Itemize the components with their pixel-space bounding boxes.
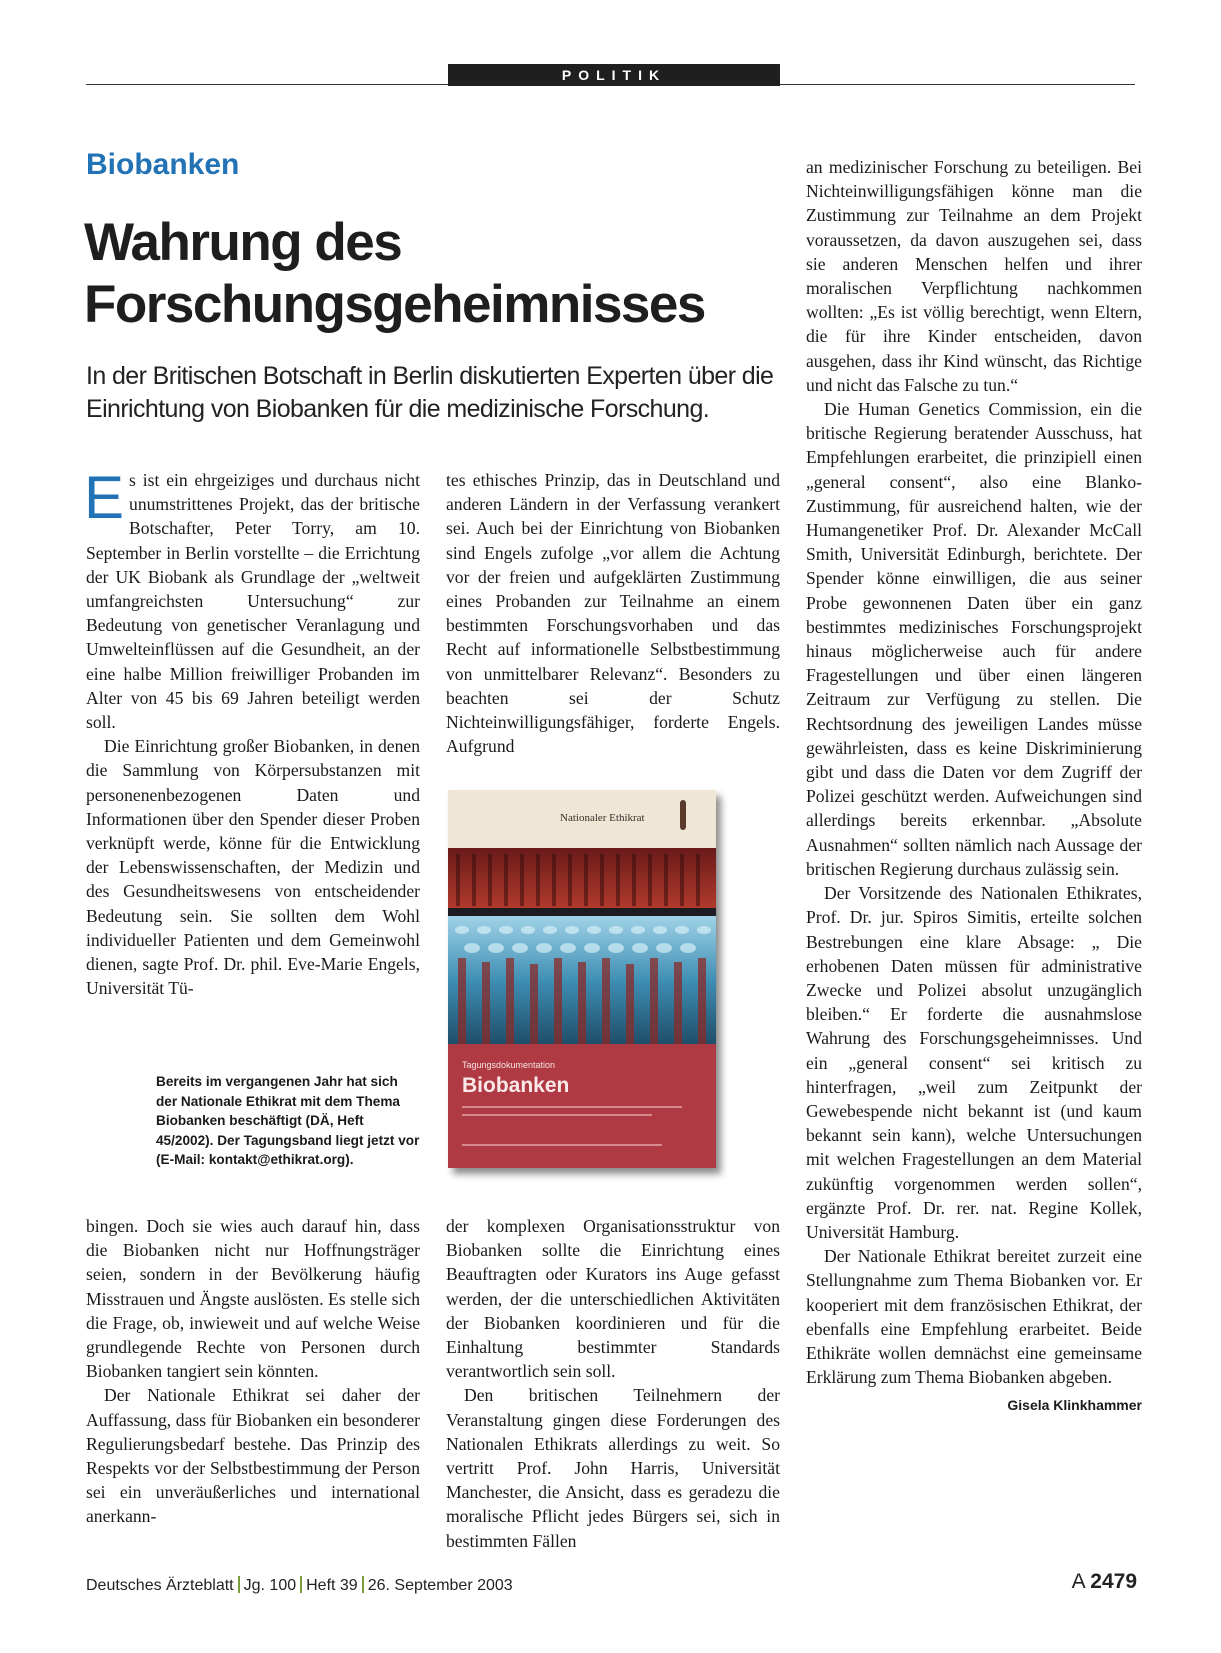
article-deck: In der Britischen Botschaft in Berlin diskutierten Experten über die Einrichtung von Biobanken für die medizinische Forschung. xyxy=(86,362,774,423)
paragraph: Die Human Genetics Commission, ein die britische Regierung beratender Ausschuss, hat Empfehlungen erarbeitet, die prinzipiell einen „general consent“, also eine Blanko-Zustimmung, für ausreichend halten, wie der Humangenetiker Prof. Dr. Alexander McCall Smith, Universität Edinburgh, berichtete. Der Spender könne einwilligen, die aus seiner Probe gewonnenen Daten über ein ganz bestimmtes medizinisches Forschungsprojekt hinaus möglicherweise auch für andere Fragestellungen und über einen längeren Zeitraum zur Verfügung zu stellen. Die Rechtsordnung des jeweiligen Landes müsse gewährleisten, dass es keine Diskriminierung gibt und dass die Daten vor dem Zugriff der Polizei geschützt werden. Aufweichungen sind allerdings bereits erkennbar. „Absolute Ausnahmen“ sollten nämlich nach Aussage der britischen Regierung durchaus zulässig sein. xyxy=(806,399,1142,879)
headline-line-1: Wahrung des xyxy=(84,213,402,272)
paragraph: an medizinischer Forschung zu beteiligen. Bei Nichteinwilligungsfähigen könne man die Zustimmung zur Teilnahme an dem Projekt voraussetzen, da davon auszugehen sei, dass sie anderen Menschen helfen und ihrer moralischen Verpflichtung nachkommen wollten: „Es ist völlig berechtigt, wenn Eltern, die für ihre Kinder entscheiden, davon ausgehen, dass ihr Kind wünscht, das Richtige und nicht das Falsche zu tun.“ xyxy=(806,157,1142,395)
page-number xyxy=(1072,1570,1137,1594)
footer-separator xyxy=(300,1576,302,1593)
book-title: Biobanken xyxy=(462,1074,570,1097)
paragraph: tes ethisches Prinzip, das in Deutschland und anderen Ländern in der Verfassung verankert sei. Auch bei der Einrichtung von Biobanken sind Engels zufolge „vor allem die Achtung vor der freien und aufgeklärten Zustimmung eines Probanden zur Teilnahme an einem bestimmten Forschungsvorhaben und das Recht auf informationelle Selbstbestimmung von unmittelbarer Relevanz“. Besonders zu beachten sei der Schutz Nichteinwilligungsfähiger, forderte Engels. Aufgrund xyxy=(446,470,780,757)
paragraph: bingen. Doch sie wies auch darauf hin, dass die Biobanken nicht nur Hoffnungsträger seien, sondern in der Bevölkerung häufig Misstrauen und Ängste auslösten. Es stelle sich die Frage, ob, inwieweit und auf welche Weise grundlegende Rechte von Personen durch Biobanken tangiert sein könnten. xyxy=(86,1216,420,1382)
column-1-top xyxy=(84,464,420,1000)
column-2-bottom xyxy=(446,1214,780,1553)
page-number-value: 2479 xyxy=(1090,1570,1137,1593)
column-2-top xyxy=(446,468,780,758)
page-footer xyxy=(86,1576,513,1595)
paragraph-text: Der Nationale Ethikrat bereitet zurzeit eine Stellungnahme zum Thema Biobanken vor. Er kooperiert mit dem französischen Ethikrat, der ebenfalls eine Empfehlung erarbeitet. Beide Ethikräte wollen demnächst eine gemeinsame Erklärung zum Thema Biobanken abgeben. xyxy=(806,1246,1142,1388)
section-label: POLITIK xyxy=(448,64,780,86)
image-caption: Bereits im vergangenen Jahr hat sich der Nationale Ethikrat mit dem Thema Biobanken beschäftigt (DÄ, Heft 45/2002). Der Tagungsband liegt jetzt vor (E-Mail: kontakt@ethikrat.org). xyxy=(156,1074,420,1168)
footer-separator xyxy=(238,1576,240,1593)
paragraph: der komplexen Organisationsstruktur von Biobanken sollte die Einrichtung eines Beauftragten oder Kurators ins Auge gefasst werden, der die unterschiedlichen Aktivitäten der Biobanken koordinieren und für die Einhaltung bestimmter Standards verantwortlich sein soll. xyxy=(446,1216,780,1382)
paragraph xyxy=(806,1244,1142,1414)
book-cover-line xyxy=(462,1106,682,1108)
book-cover-line xyxy=(462,1114,652,1116)
book-cover-image xyxy=(448,790,716,1168)
article-kicker: Biobanken xyxy=(86,148,240,181)
column-1-bottom xyxy=(86,1214,420,1529)
issue-date: 26. September 2003 xyxy=(367,1577,513,1594)
book-cover-footer xyxy=(448,1044,716,1168)
journal-name: Deutsches Ärzteblatt xyxy=(86,1577,234,1594)
paragraph-text: s ist ein ehrgeiziges und durchaus nicht unumstrittenes Projekt, das der britische Botschafter, Peter Torry, am 10. September in Berlin vorstellte – die Errichtung der UK Biobank als Grundlage der „weltweit umfangreichsten Untersuchung“ zur Bedeutung von genetischer Veranlagung und Umwelteinflüssen auf die Gesundheit, an der eine halbe Million freiwilliger Probanden im Alter von 45 bis 69 Jahren beteiligt werden soll. xyxy=(86,470,420,733)
test-tubes-photo xyxy=(448,848,716,1044)
article-headline xyxy=(84,212,764,336)
book-emblem-icon xyxy=(680,800,686,830)
journal-issue: Heft 39 xyxy=(306,1577,358,1594)
footer-separator xyxy=(362,1576,364,1593)
paragraph: Der Vorsitzende des Nationalen Ethikrates, Prof. Dr. jur. Spiros Simitis, erteilte solchen Bestrebungen eine klare Absage: „ Die erhobenen Daten müssen für administrative Zwecke und Polizei absolut unzugänglich bleiben.“ Er forderte die ausnahmslose Wahrung des Forschungsgeheimnisses. Und ein „general consent“ sei kritisch zu hinterfragen, „weil zum Zeitpunkt der Gewebespende nicht bekannt ist (und kaum bekannt sein kann), welche Untersuchungen mit welchen Fragestellungen an dem Material zukünftig vorgenommen werden sollen“, ergänzte Prof. Dr. rer. nat. Regine Kollek, Universität Hamburg. xyxy=(806,883,1142,1242)
drop-cap: E xyxy=(84,464,125,531)
author-byline: Gisela Klinkhammer xyxy=(1007,1397,1142,1414)
journal-volume: Jg. 100 xyxy=(243,1577,297,1594)
book-subtitle: Tagungsdokumentation xyxy=(462,1060,556,1070)
page-prefix: A xyxy=(1071,1570,1085,1593)
paragraph: Die Einrichtung großer Biobanken, in denen die Sammlung von Körpersubstanzen mit personenenbezogenen Daten und Informationen über den Spender dieser Proben verknüpft werde, könne für die Entwicklung der Lebenswissenschaften, der Medizin und des Gesundheitswesens von entscheidender Bedeutung sein. Sie sollten dem Wohl individueller Patienten und dem Gemeinwohl dienen, sagte Prof. Dr. phil. Eve-Marie Engels, Universität Tü- xyxy=(86,736,420,999)
headline-line-2: Forschungsgeheimnisses xyxy=(84,275,705,334)
book-cover-line xyxy=(462,1144,662,1146)
paragraph: Den britischen Teilnehmern der Veranstaltung gingen diese Forderungen des Nationalen Ethikrats allerdings zu weit. So vertritt Prof. John Harris, Universität Manchester, die Ansicht, dass es geradezu die moralische Pflicht jedes Bürgers sei, sich in bestimmten Fällen xyxy=(446,1385,780,1551)
paragraph: Der Nationale Ethikrat sei daher der Auffassung, dass für Biobanken ein besonderer Regulierungsbedarf bestehe. Das Prinzip des Respekts vor der Selbstbestimmung der Person sei ein unveräußerliches und international anerkann- xyxy=(86,1385,420,1527)
book-publisher: Nationaler Ethikrat xyxy=(560,812,645,824)
column-3 xyxy=(806,155,1142,1418)
paragraph xyxy=(84,464,420,734)
